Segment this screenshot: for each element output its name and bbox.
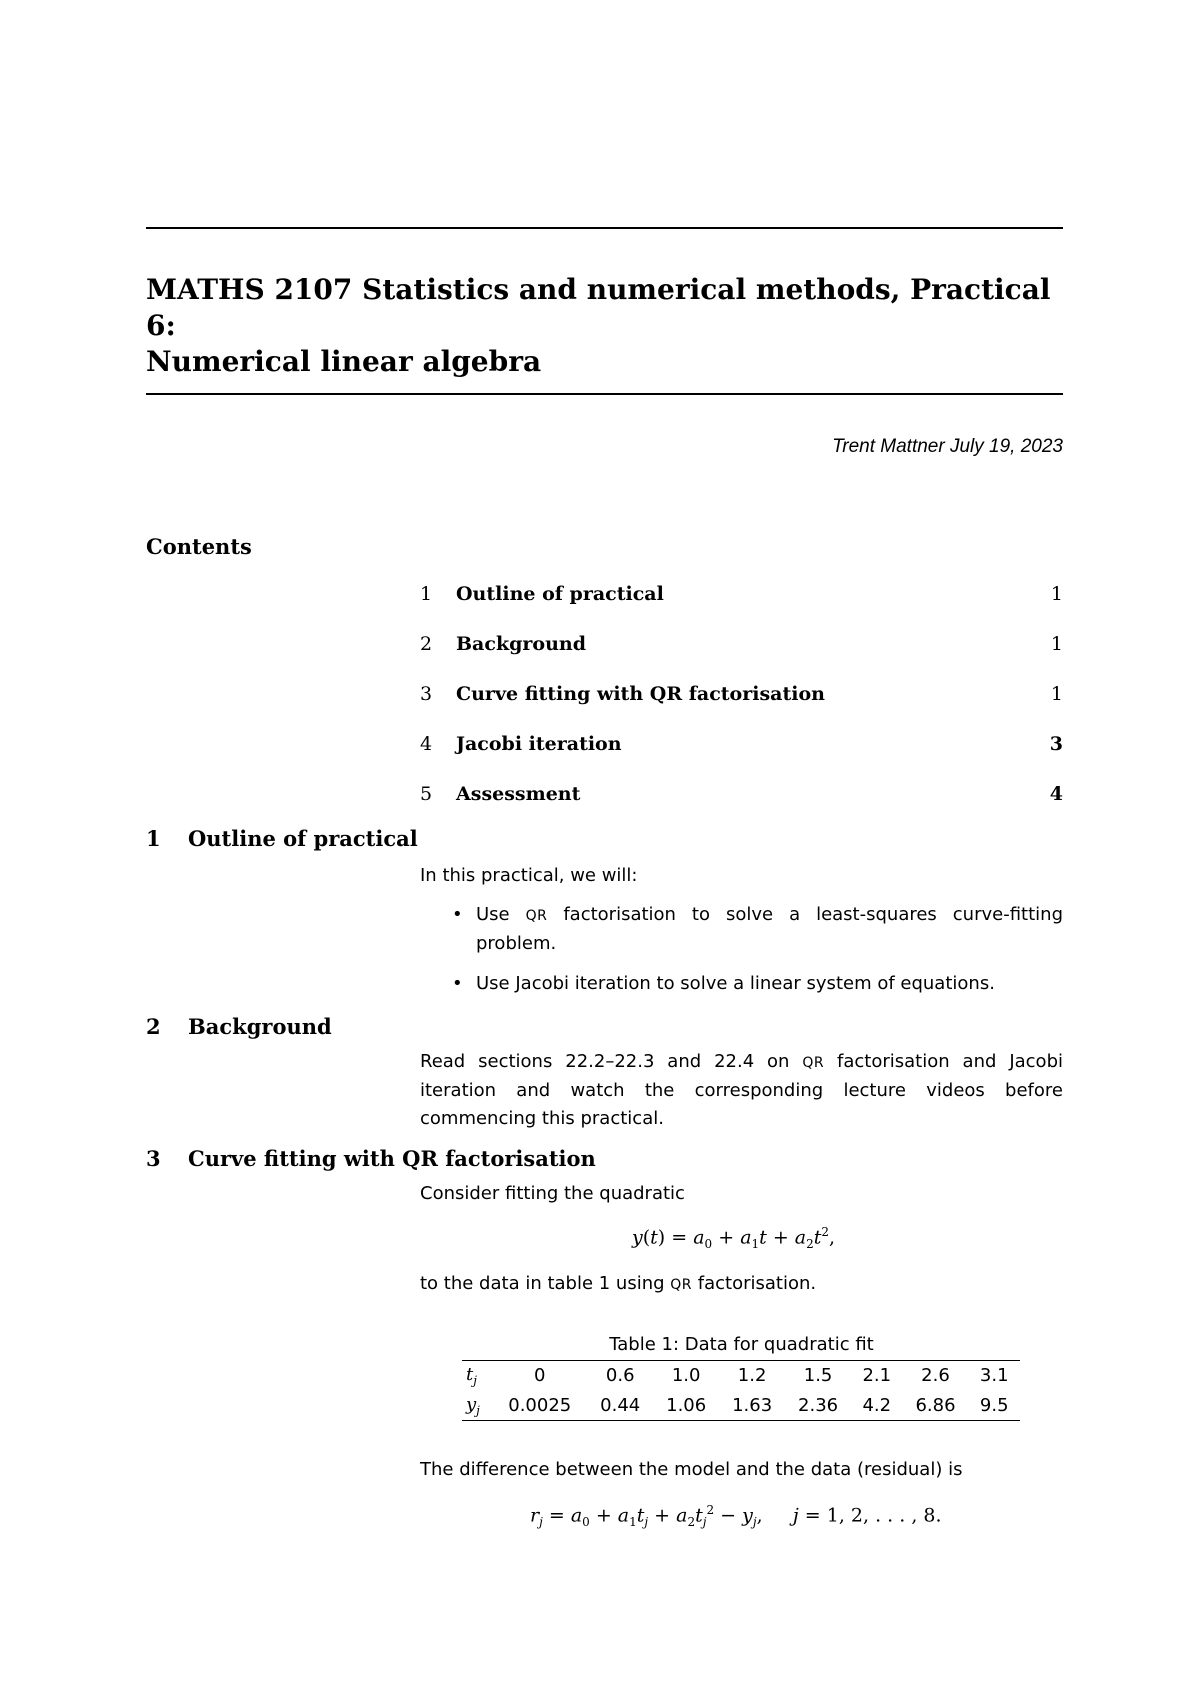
toc-item-label[interactable]: Background (456, 633, 586, 655)
toc-item-page: 1 (1050, 683, 1063, 705)
toc-item-page: 3 (1049, 733, 1063, 755)
table-cell: 0.6 (605, 1365, 635, 1387)
residual-intro: The difference between the model and the data (residual) is (420, 1459, 963, 1480)
table-cell: 1.5 (803, 1365, 833, 1387)
title-top-rule (146, 227, 1063, 229)
table-cell: 2.36 (798, 1394, 839, 1416)
quadratic-data-table (462, 1360, 1020, 1421)
table-cell: 0.44 (600, 1394, 641, 1416)
section-title: Curve fitting with QR factorisation (188, 1146, 596, 1171)
author-date: Trent Mattner July 19, 2023 (832, 436, 1063, 457)
toc-item-number: 3 (420, 683, 433, 705)
document-title (146, 272, 1076, 380)
toc-item[interactable] (420, 582, 1063, 632)
paragraph-text: to the data in table 1 using (420, 1273, 671, 1294)
section-heading-outline (146, 826, 418, 851)
row-header-y: $y_j$ (466, 1393, 480, 1418)
toc-item-number: 4 (420, 733, 433, 755)
table-cell: 1.06 (666, 1394, 707, 1416)
section-number: 1 (146, 826, 161, 851)
outline-intro: In this practical, we will: (420, 865, 638, 886)
qr-abbrev: QR (670, 1277, 693, 1293)
toc-item[interactable] (420, 732, 1063, 782)
table-cell: 4.2 (862, 1394, 892, 1416)
toc-item-number: 1 (420, 583, 433, 605)
paragraph-text: Read sections 22.2–22.3 and 22.4 on (420, 1051, 803, 1072)
table-cell: 6.86 (915, 1394, 956, 1416)
title-bottom-rule (146, 393, 1063, 395)
table-cell: 2.6 (921, 1365, 950, 1387)
section-title: Background (188, 1014, 332, 1039)
residual-equation: $r_j = a_0 + a_1t_j + a_2t_j^2 - y_j$, j = 1, 2, . . . , 8. (530, 1503, 942, 1530)
title-line-2: Numerical linear algebra (146, 345, 542, 378)
bullet-item (420, 901, 1063, 958)
toc-item-number: 2 (420, 633, 433, 655)
toc-item-page: 1 (1050, 633, 1063, 655)
toc-item-label[interactable]: Outline of practical (456, 583, 664, 605)
outline-bullet-list (420, 901, 1063, 1010)
qr-abbrev: QR (525, 908, 548, 924)
table-cell: 1.63 (732, 1394, 773, 1416)
toc-item-page: 1 (1050, 583, 1063, 605)
section-number: 3 (146, 1146, 161, 1171)
quadratic-equation: $y(t) = a_0 + a_1t + a_2t^2$, (632, 1225, 836, 1252)
qr-abbrev: QR (802, 1055, 825, 1071)
bullet-text: factorisation to solve a least-squares curve-fitting problem. (476, 904, 1063, 954)
table-cell: 0.0025 (508, 1394, 572, 1416)
section-number: 2 (146, 1014, 161, 1039)
table-of-contents (420, 582, 1063, 832)
table-caption: Table 1: Data for quadratic fit (609, 1334, 874, 1355)
section-title: Outline of practical (188, 826, 418, 851)
toc-item[interactable] (420, 782, 1063, 832)
paragraph-text: factorisation and Jacobi iteration and watch the corresponding lecture videos before commencing this practical. (420, 1051, 1063, 1129)
table-cell: 1.2 (737, 1365, 767, 1387)
table-cell: 9.5 (979, 1394, 1009, 1416)
toc-item-label[interactable]: Jacobi iteration (456, 733, 622, 755)
table-cell: 0 (534, 1365, 546, 1387)
title-line-1: MATHS 2107 Statistics and numerical methods, Practical 6: (146, 273, 1051, 342)
bullet-text: Use (476, 904, 526, 925)
contents-heading: Contents (146, 534, 252, 559)
table-cell: 3.1 (979, 1365, 1009, 1387)
toc-item-label[interactable]: Assessment (456, 783, 581, 805)
bullet-item: • Use Jacobi iteration to solve a linear system of equations. (420, 970, 1063, 998)
toc-item-label[interactable]: Curve fitting with QR factorisation (456, 683, 825, 705)
table-cell: 2.1 (862, 1365, 892, 1387)
section-heading-background (146, 1014, 332, 1039)
table-row-t (462, 1361, 1020, 1391)
toc-item-page: 4 (1049, 783, 1063, 805)
curve-fitting-intro: Consider fitting the quadratic (420, 1183, 685, 1204)
after-equation-text (420, 1270, 1063, 1299)
paragraph-text: factorisation. (692, 1273, 817, 1294)
toc-item-number: 5 (420, 783, 433, 805)
table-cell: 1.0 (671, 1365, 701, 1387)
background-paragraph (420, 1048, 1063, 1133)
table-row-y (462, 1391, 1020, 1421)
section-heading-curve-fitting (146, 1146, 596, 1171)
toc-item[interactable] (420, 682, 1063, 732)
toc-item[interactable] (420, 632, 1063, 682)
row-header-t: $t_j$ (466, 1364, 477, 1388)
